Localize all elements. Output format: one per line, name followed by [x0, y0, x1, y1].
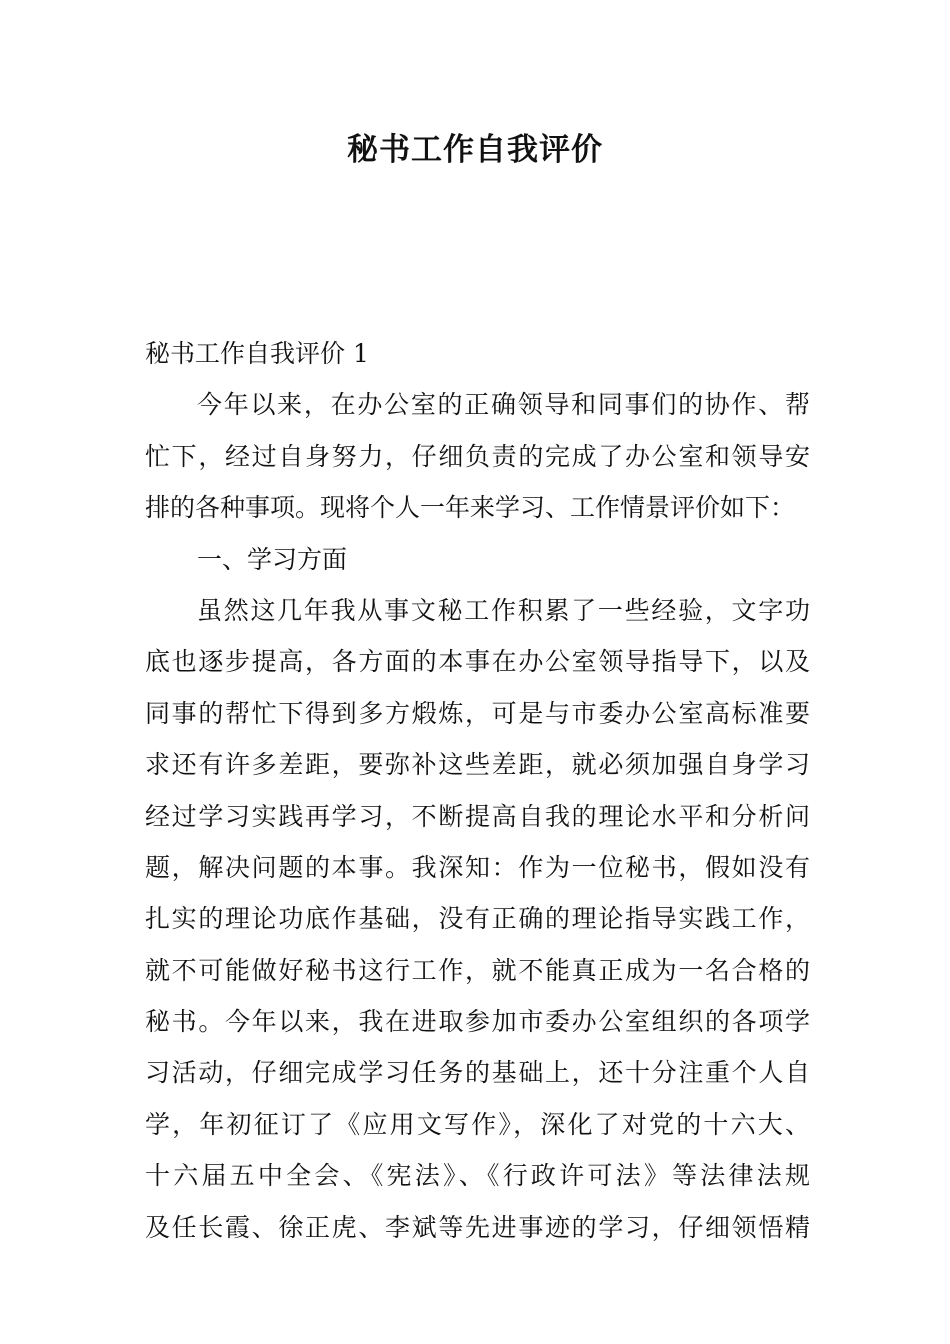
document-title: 秘书工作自我评价	[347, 132, 603, 168]
paragraph-line: 忙下，经过自身努力，仔细负责的完成了办公室和领导安	[145, 441, 810, 471]
paragraph-line: 经过学习实践再学习，不断提高自我的理论水平和分析问	[145, 801, 810, 831]
paragraph-line: 及任长霞、徐正虎、李斌等先进事迹的学习，仔细领悟精	[145, 1212, 810, 1242]
paragraph-line: 习活动，仔细完成学习任务的基础上，还十分注重个人自	[145, 1058, 810, 1088]
paragraph-line: 十六届五中全会、《宪法》、《行政许可法》等法律法规	[145, 1161, 810, 1191]
paragraph-line: 虽然这几年我从事文秘工作积累了一些经验，文字功	[197, 595, 810, 625]
paragraph-line: 今年以来，在办公室的正确领导和同事们的协作、帮	[197, 390, 810, 420]
paragraph-line: 同事的帮忙下得到多方煅炼，可是与市委办公室高标准要	[145, 698, 810, 728]
paragraph-line: 求还有许多差距，要弥补这些差距，就必须加强自身学习	[145, 750, 810, 780]
paragraph-line: 就不可能做好秘书这行工作，就不能真正成为一名合格的	[145, 955, 810, 985]
paragraph-line: 排的各种事项。现将个人一年来学习、工作情景评价如下：	[145, 493, 796, 523]
paragraph-line: 秘书。今年以来，我在进取参加市委办公室组织的各项学	[145, 1007, 810, 1037]
section-heading: 秘书工作自我评价 1	[145, 339, 369, 368]
paragraph-line: 扎实的理论功底作基础，没有正确的理论指导实践工作，	[145, 904, 810, 934]
paragraph-line: 学，年初征订了《应用文写作》，深化了对党的十六大、	[145, 1109, 810, 1139]
paragraph-line: 题，解决问题的本事。我深知：作为一位秘书，假如没有	[145, 852, 810, 882]
subsection-heading: 一、学习方面	[197, 544, 348, 574]
paragraph-line: 底也逐步提高，各方面的本事在办公室领导指导下，以及	[145, 647, 810, 677]
document-body	[145, 328, 810, 1253]
